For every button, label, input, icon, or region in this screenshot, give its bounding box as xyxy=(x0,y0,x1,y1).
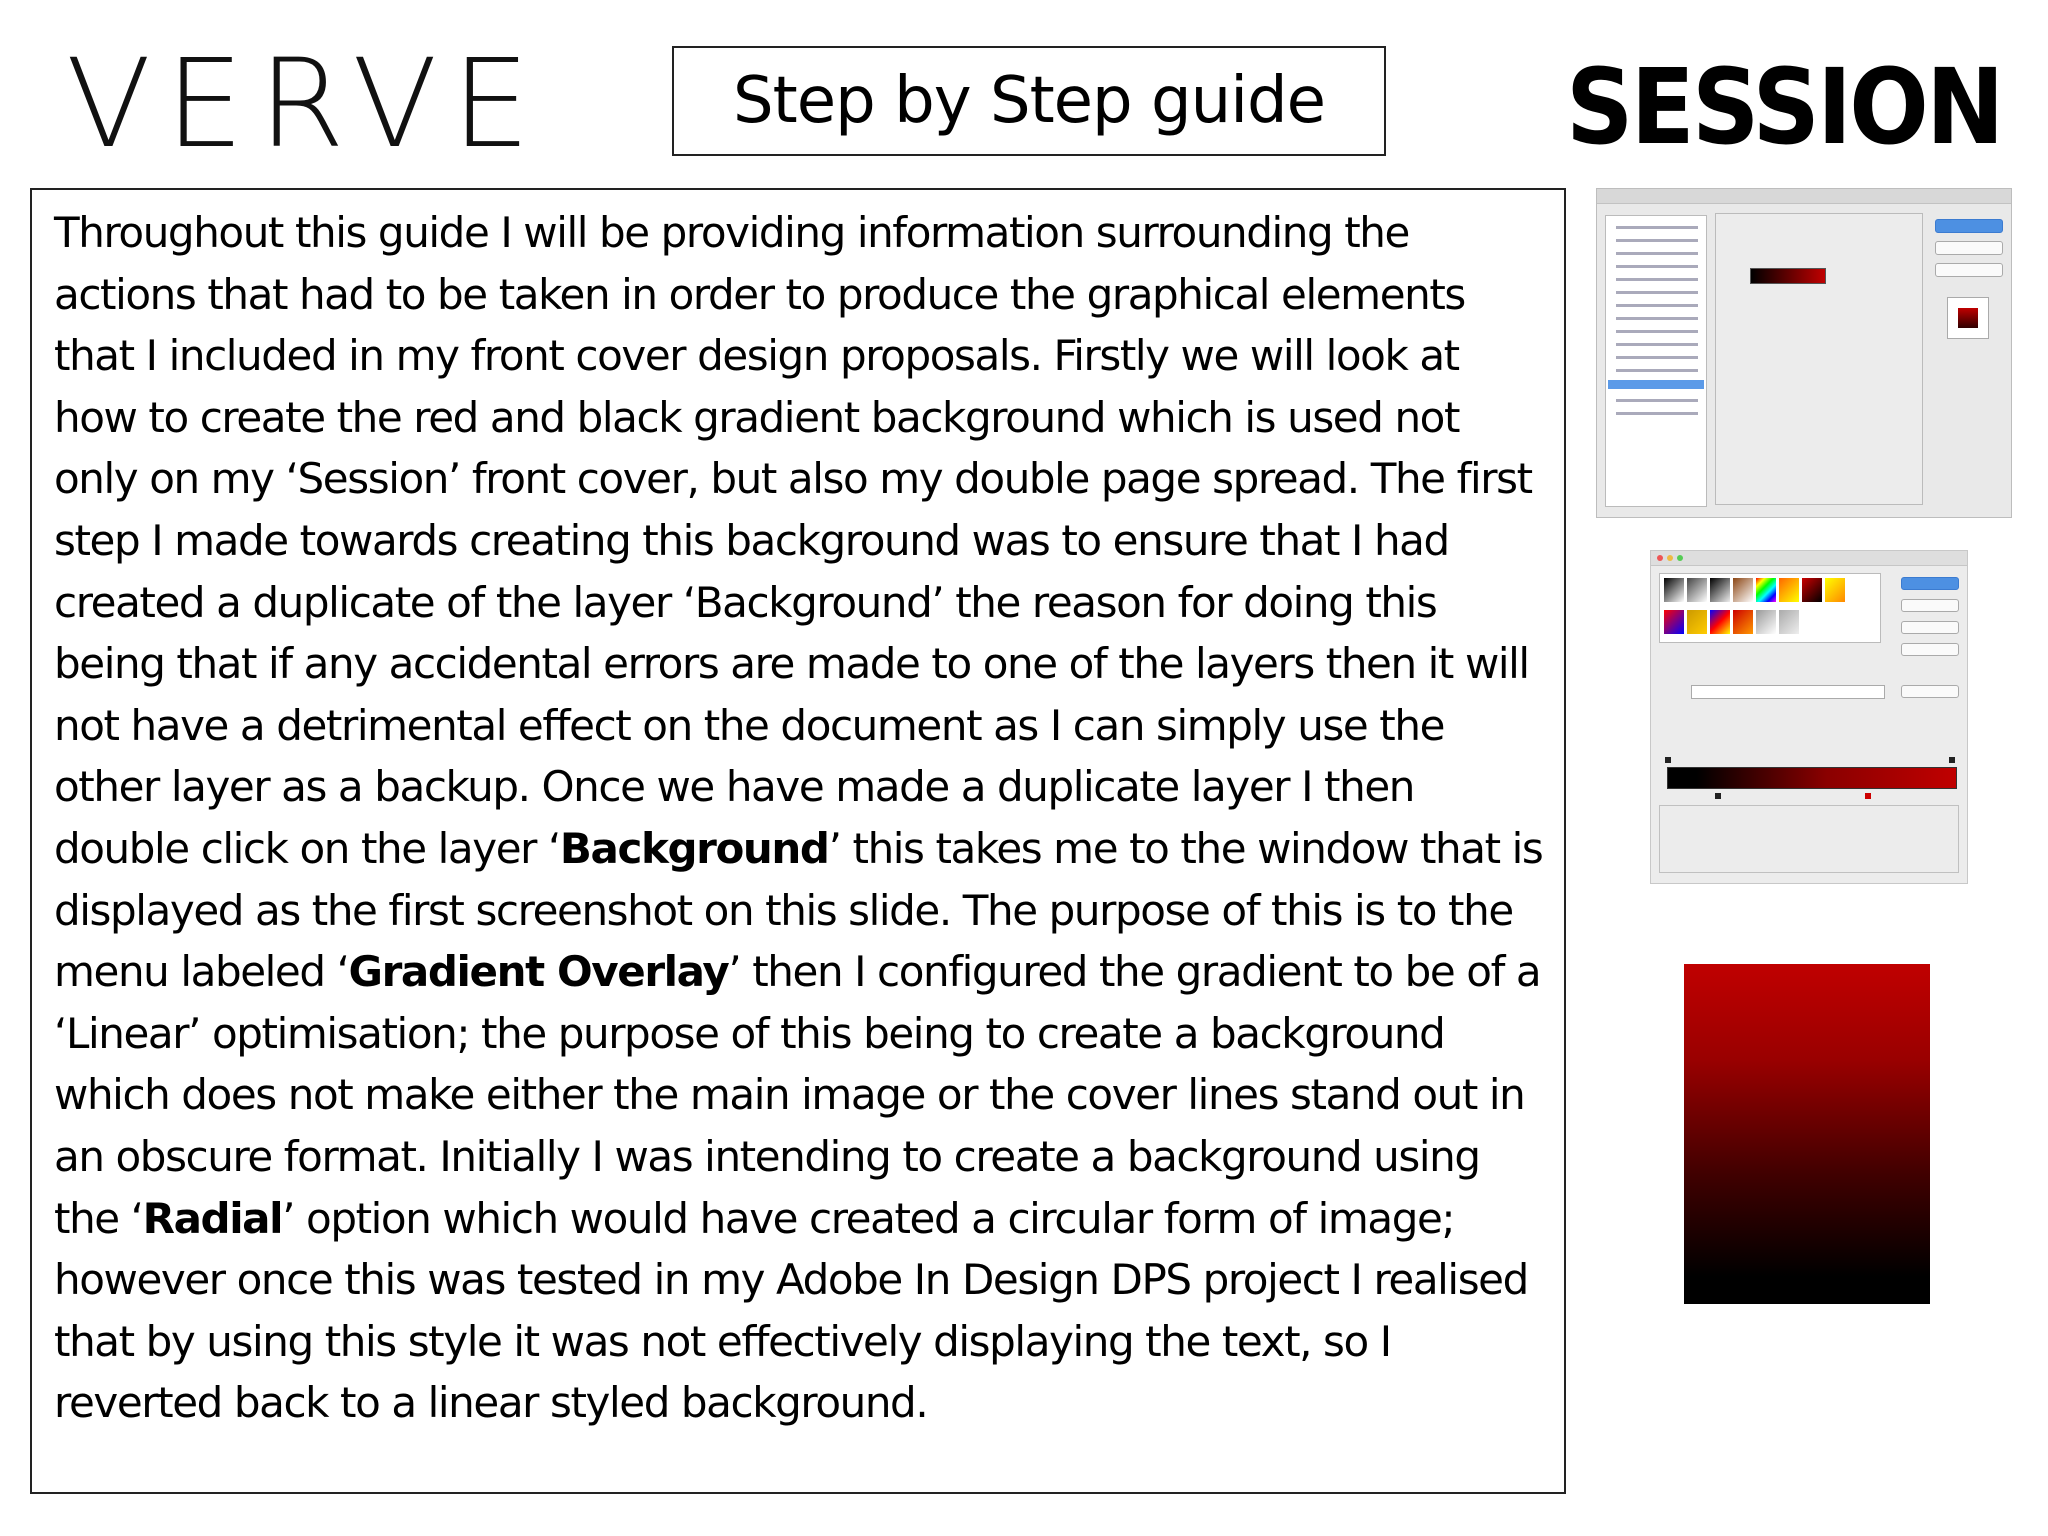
gradient-overlay-selected xyxy=(1608,380,1704,389)
page-title: Step by Step guide xyxy=(672,46,1386,156)
gradient-presets xyxy=(1659,573,1881,643)
bold-term-gradient-overlay: Gradient Overlay xyxy=(348,947,729,997)
guide-paragraph xyxy=(54,202,1548,1434)
screenshot-titlebar xyxy=(1651,551,1967,566)
gradient-name-field-image xyxy=(1691,685,1885,699)
guide-text-part-3: ’ then I configured the gradient to be of a ‘Linear’ optimisation; the purpose of this being to create a background which does not make either the main image or the cover lines stand out in an obscure format. Initially I was intending to create a background using the ‘ xyxy=(54,947,1541,1243)
guide-text-part-4: ’ option which would have created a circular form of image; however once this was tested in my Adobe In Design DPS project I realised that by using this style it was not effectively displaying the text, so I reverted back to a linear styled background. xyxy=(54,1193,1528,1428)
bold-term-background: Background xyxy=(559,823,829,873)
verve-logo: VERVE xyxy=(66,33,545,175)
session-logo: SESSION xyxy=(1566,46,2002,168)
save-button-image xyxy=(1901,643,1959,656)
screenshot-titlebar xyxy=(1597,189,2011,204)
cancel-button-image xyxy=(1901,599,1959,612)
load-button-image xyxy=(1901,621,1959,634)
styles-list xyxy=(1605,215,1707,507)
gradient-result-swatch xyxy=(1684,964,1930,1304)
gradient-bar xyxy=(1667,767,1957,789)
layer-style-screenshot xyxy=(1596,188,2012,518)
cancel-button-image xyxy=(1935,241,2003,255)
guide-text-part-2: ’ this takes me to the window that is displayed as the first screenshot on this slide. The purpose of this is to the menu labeled ‘ xyxy=(54,823,1543,997)
stops-group xyxy=(1659,805,1959,873)
guide-text-part-1: Throughout this guide I will be providing information surrounding the actions that had to be taken in order to produce the graphical elements that I included in my front cover design proposals. Firstly we will look at how to create the red and black gradient background which is used not only on my ‘Session’ front cover, but also my double page spread. The first step I made towards creating this background was to ensure that I had created a duplicate of the layer ‘Background’ the reason for doing this being that if any accidental errors are made to one of the layers then it will not have a detrimental effect on the document as I can simply use the other layer as a backup. Once we have made a duplicate layer I then double click on the layer ‘ xyxy=(54,208,1532,873)
guide-text-box xyxy=(30,188,1566,1494)
gradient-editor-screenshot xyxy=(1650,550,1968,884)
ok-button-image xyxy=(1901,577,1959,590)
gradient-preview xyxy=(1750,268,1826,284)
preview-thumbnail xyxy=(1947,297,1989,339)
bold-term-radial: Radial xyxy=(142,1193,283,1243)
gradient-overlay-panel xyxy=(1715,213,1923,505)
new-style-button-image xyxy=(1935,263,2003,277)
ok-button-image xyxy=(1935,219,2003,233)
new-button-image xyxy=(1901,685,1959,698)
